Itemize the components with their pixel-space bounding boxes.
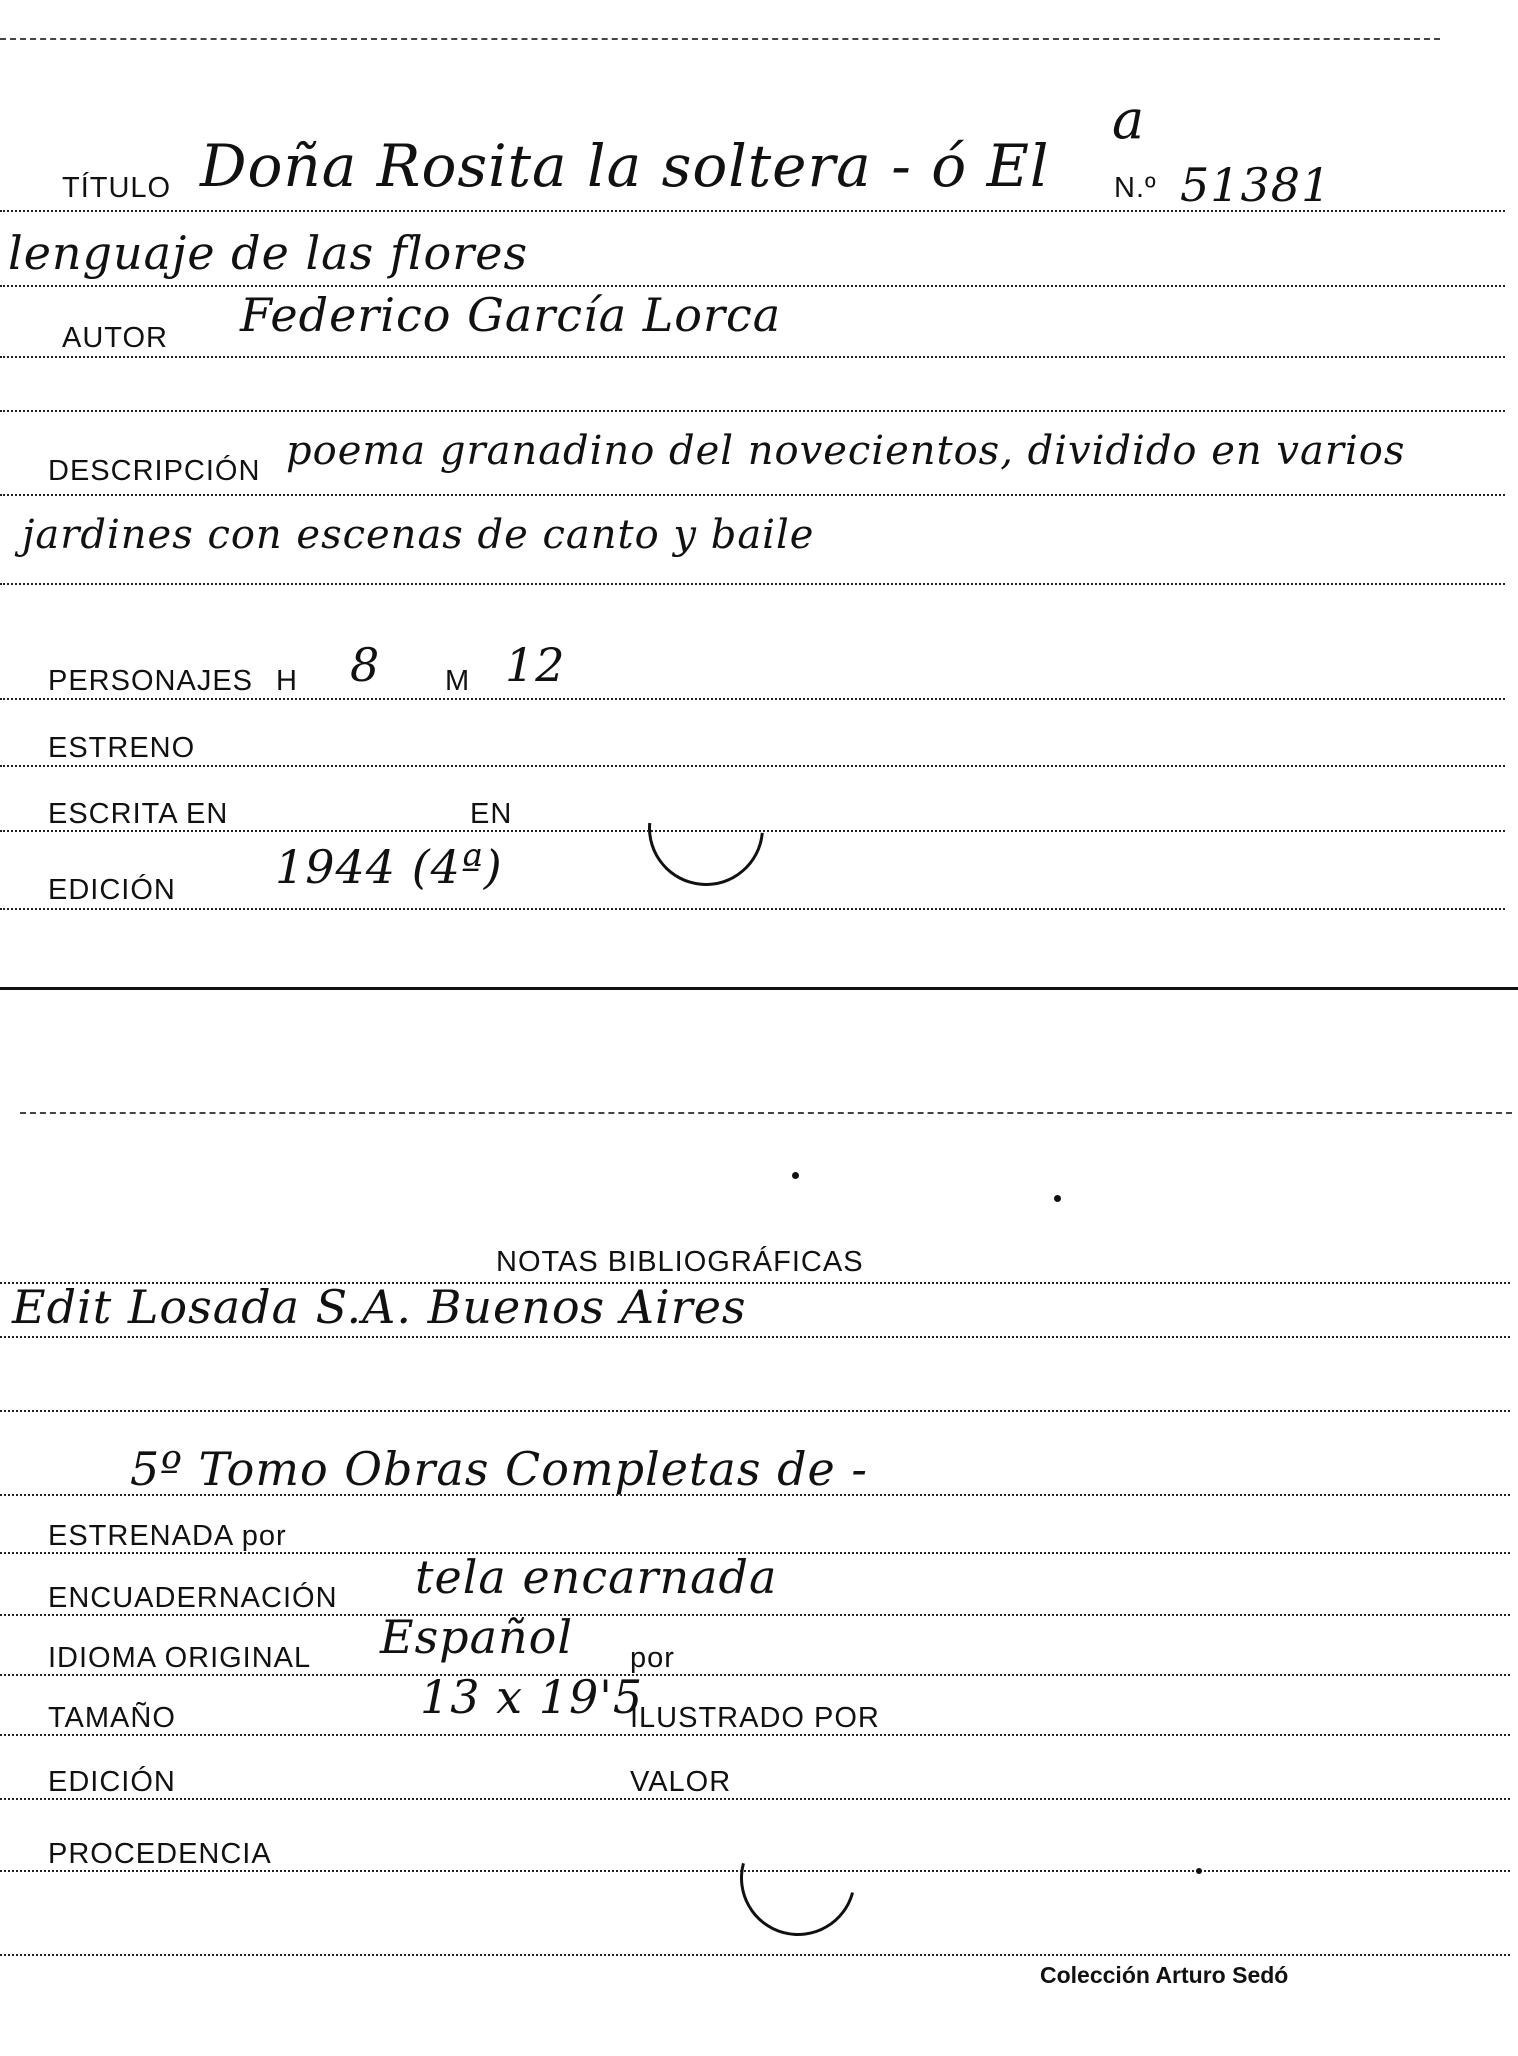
- tamano-value: 13 x 19'5: [420, 1670, 644, 1724]
- tamano-label: TAMAÑO: [48, 1702, 176, 1734]
- valor-label: VALOR: [630, 1766, 732, 1798]
- idioma-original-label: IDIOMA ORIGINAL: [48, 1642, 312, 1674]
- titulo-label: TÍTULO: [62, 172, 172, 204]
- speck: [1196, 1868, 1202, 1874]
- h-label: H: [276, 665, 298, 697]
- idioma-original-value: Español: [380, 1610, 574, 1664]
- numero-value: 51381: [1180, 158, 1332, 212]
- speck: [792, 1172, 799, 1179]
- m-label: M: [445, 665, 471, 697]
- encuadernacion-value: tela encarnada: [415, 1550, 778, 1604]
- ruled-line: [0, 494, 1505, 496]
- escrita-en-label: ESCRITA EN: [48, 798, 229, 830]
- notas-line-1: Edit Losada S.A. Buenos Aires: [12, 1280, 747, 1334]
- numero-suffix: a: [1112, 88, 1146, 151]
- coleccion-credit: Colección Arturo Sedó: [1040, 1962, 1289, 1988]
- ruled-line: [0, 765, 1505, 767]
- procedencia-label: PROCEDENCIA: [48, 1838, 272, 1870]
- notas-bibliograficas-label: NOTAS BIBLIOGRÁFICAS: [496, 1246, 864, 1278]
- ruled-line: [0, 1410, 1510, 1412]
- m-value: 12: [505, 638, 566, 692]
- encuadernacion-label: ENCUADERNACIÓN: [48, 1582, 338, 1614]
- estrenada-label: ESTRENADA por: [48, 1520, 287, 1552]
- embossed-stamp-mark: [719, 1799, 877, 1957]
- catalog-card-front: [0, 0, 1518, 990]
- descripcion-label: DESCRIPCIÓN: [48, 455, 261, 487]
- personajes-label: PERSONAJES: [48, 665, 253, 697]
- ruled-line: [0, 285, 1505, 287]
- speck: [1054, 1195, 1061, 1202]
- card-top-edge: [0, 38, 1440, 40]
- notas-line-2: 5º Tomo Obras Completas de -: [130, 1442, 868, 1496]
- ruled-line: [0, 1954, 1510, 1956]
- ilustrado-por-label: ILUSTRADO POR: [630, 1702, 880, 1734]
- descripcion-value-cont: jardines con escenas de canto y baile: [22, 512, 815, 558]
- ruled-line: [0, 908, 1505, 910]
- h-value: 8: [350, 638, 381, 692]
- catalog-card-back: [0, 990, 1518, 2056]
- ruled-line: [0, 1798, 1510, 1800]
- autor-label: AUTOR: [62, 322, 168, 354]
- ruled-line: [0, 410, 1505, 412]
- edicion-back-label: EDICIÓN: [48, 1766, 176, 1798]
- ruled-line: [0, 1336, 1510, 1338]
- titulo-value-cont: lenguaje de las flores: [8, 226, 529, 280]
- por-label: por: [630, 1642, 675, 1674]
- ruled-line: [0, 698, 1505, 700]
- autor-value: Federico García Lorca: [240, 288, 782, 342]
- estreno-label: ESTRENO: [48, 732, 196, 764]
- numero-label: N.º: [1114, 172, 1157, 204]
- card-top-edge: [20, 1112, 1512, 1114]
- edicion-value: 1944 (4ª): [275, 840, 503, 894]
- edicion-label: EDICIÓN: [48, 874, 176, 906]
- ruled-line: [0, 356, 1505, 358]
- ruled-line: [0, 583, 1505, 585]
- titulo-value: Doña Rosita la soltera - ó El: [200, 132, 1050, 200]
- embossed-stamp-mark: [624, 746, 787, 909]
- descripcion-value: poema granadino del novecientos, dividido en varios: [286, 428, 1406, 474]
- en-label: EN: [470, 798, 513, 830]
